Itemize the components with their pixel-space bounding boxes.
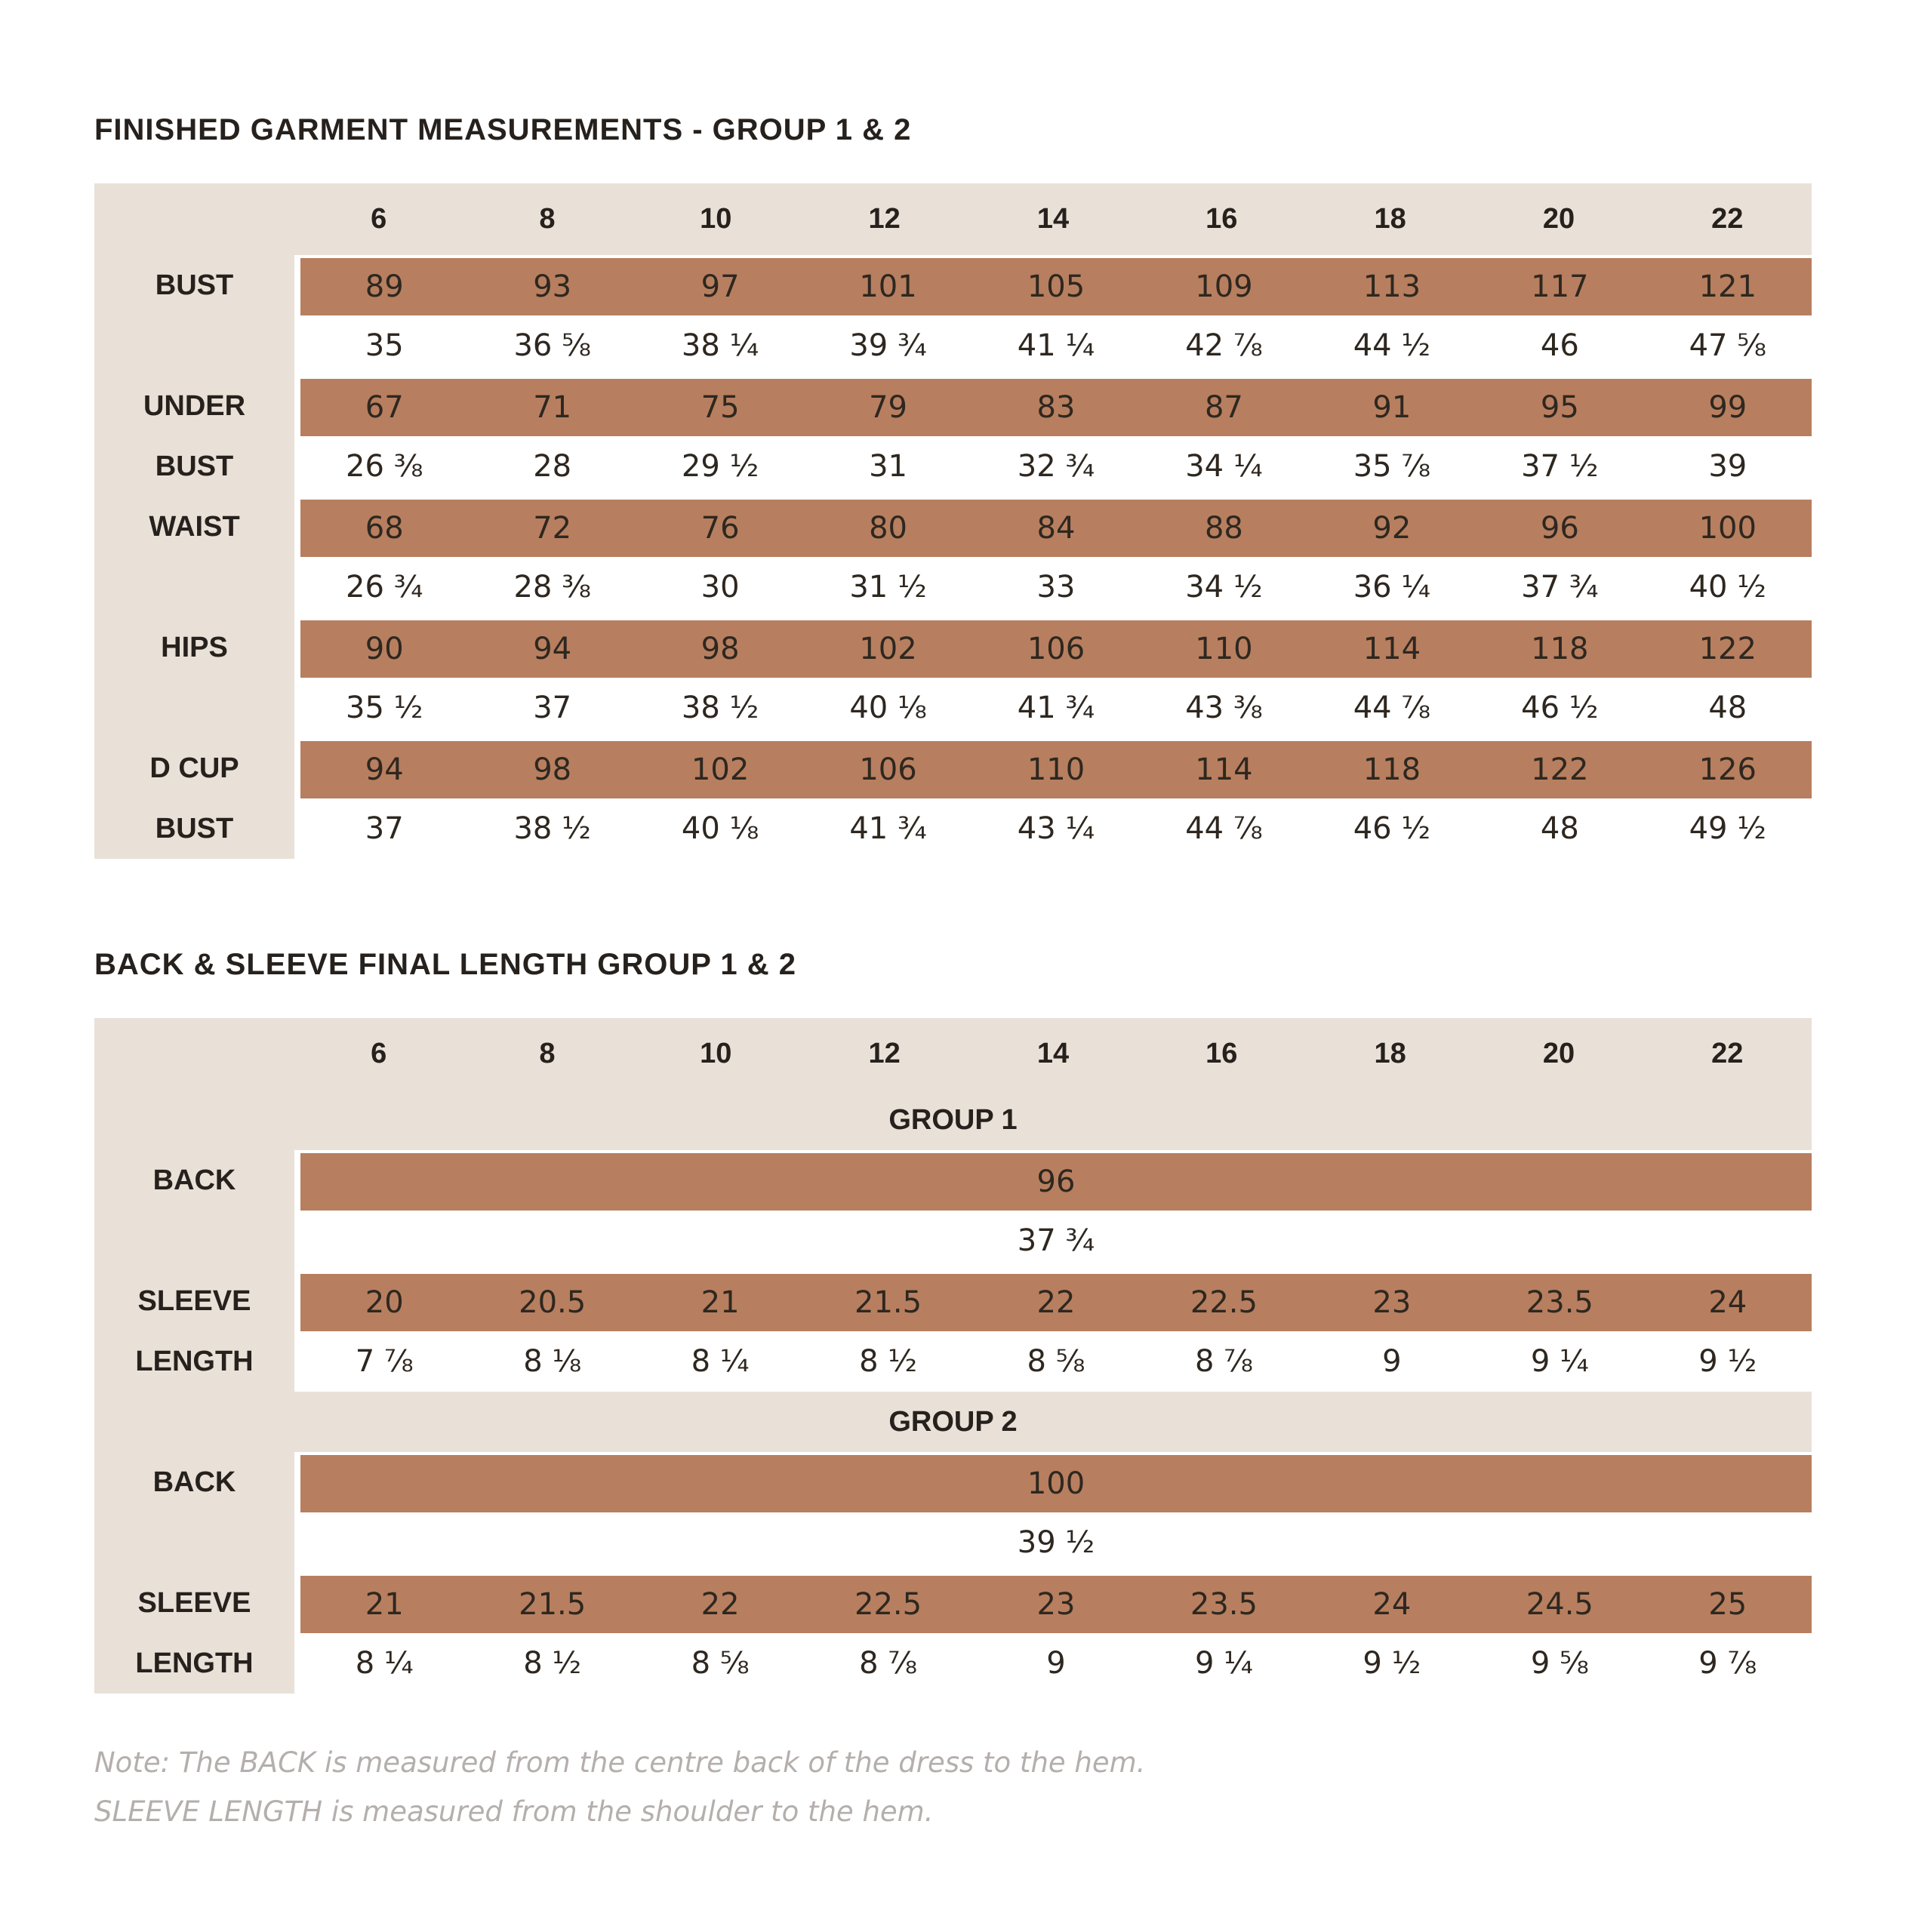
size-column-header: 22 <box>1711 1038 1744 1069</box>
inches-value-cell: 35 ½ <box>346 691 423 725</box>
table1-body <box>94 255 1812 859</box>
row-label <box>94 1211 294 1271</box>
row-label: UNDER <box>143 389 246 422</box>
inches-value-cell: 29 ½ <box>681 449 759 484</box>
cm-value-cell: 87 <box>1204 390 1243 425</box>
size-column-header: 10 <box>700 1038 732 1069</box>
row-values <box>294 1271 1812 1392</box>
inches-value-cell: 26 ¾ <box>346 570 423 605</box>
inches-value-cell: 31 ½ <box>849 570 927 605</box>
cm-values-band <box>294 738 1812 798</box>
size-column-header: 16 <box>1205 203 1238 235</box>
back-sleeve-final-length-table <box>94 1018 1812 1694</box>
sleeve-cm-value-cell: 24.5 <box>1526 1587 1593 1622</box>
cm-values-band <box>294 1452 1812 1512</box>
cm-value-cell: 75 <box>701 390 740 425</box>
inches-value-cell: 37 <box>365 811 404 846</box>
inches-value-cell: 35 <box>365 328 404 363</box>
inches-value-cell: 37 ½ <box>1521 449 1599 484</box>
sleeve-inches-value-cell: 8 ¼ <box>691 1344 750 1379</box>
row-label: WAIST <box>149 510 240 543</box>
row-label: SLEEVE <box>137 1284 251 1317</box>
inches-value-cell: 41 ¾ <box>849 811 927 846</box>
sleeve-inches-value-cell: 8 ½ <box>859 1344 918 1379</box>
sleeve-inches-value-cell: 9 ¼ <box>1530 1344 1589 1379</box>
sleeve-cm-value-cell: 23 <box>1372 1285 1412 1320</box>
sleeve-inches-value-cell: 9 <box>1046 1646 1066 1681</box>
note-line-1: Note: The BACK is measured from the centre back of the dress to the hem. <box>94 1746 1146 1779</box>
inches-values-band <box>294 1211 1812 1271</box>
measurement-row-group <box>94 1150 1812 1271</box>
note-line-2: SLEEVE LENGTH is measured from the shoulder to the hem. <box>94 1795 934 1828</box>
inches-value-cell: 39 ¾ <box>849 328 927 363</box>
cm-value-cell: 110 <box>1195 632 1253 666</box>
size-column-header: 20 <box>1542 1038 1575 1069</box>
cm-value-cell: 72 <box>533 511 572 546</box>
cm-value-cell: 67 <box>365 390 404 425</box>
sleeve-cm-value-cell: 23.5 <box>1526 1285 1593 1320</box>
inches-value-cell: 40 ⅛ <box>681 811 759 846</box>
cm-value-cell: 71 <box>533 390 572 425</box>
group-heading: GROUP 2 <box>94 1392 1812 1452</box>
size-column-header: 14 <box>1036 203 1070 235</box>
sleeve-cm-value-cell: 20 <box>365 1285 404 1320</box>
sleeve-cm-value-cell: 25 <box>1708 1587 1747 1622</box>
row-values <box>294 1452 1812 1573</box>
sleeve-inches-value-cell: 7 ⅞ <box>355 1344 414 1379</box>
cm-value-cell: 106 <box>859 752 917 787</box>
cm-value-cell: 113 <box>1363 269 1421 304</box>
sleeve-cm-value-cell: 23.5 <box>1190 1587 1258 1622</box>
row-label-cell <box>94 376 294 497</box>
cm-values-band <box>294 376 1812 436</box>
inches-value-cell: 39 <box>1708 449 1747 484</box>
cm-value-cell: 126 <box>1698 752 1757 787</box>
row-label: D CUP <box>149 752 239 784</box>
cm-value-cell: 90 <box>365 632 404 666</box>
cm-value-cell: 92 <box>1372 511 1412 546</box>
row-label-cell <box>94 617 294 738</box>
table2-body <box>94 1090 1812 1694</box>
sleeve-cm-value-cell: 21 <box>701 1285 740 1320</box>
cm-value-cell: 79 <box>869 390 907 425</box>
sleeve-inches-value-cell: 8 ⅝ <box>1027 1344 1085 1379</box>
cm-value-cell: 117 <box>1531 269 1589 304</box>
cm-value-cell: 84 <box>1036 511 1076 546</box>
row-label: BACK <box>152 1164 236 1196</box>
row-label-cell <box>94 738 294 859</box>
inches-value-cell: 34 ¼ <box>1185 449 1263 484</box>
inches-value-cell: 40 ⅛ <box>849 691 927 725</box>
sleeve-cm-value-cell: 21 <box>365 1587 404 1622</box>
sleeve-inches-value-cell: 9 ½ <box>1698 1344 1757 1379</box>
inches-value-cell: 31 <box>869 449 907 484</box>
cm-value-cell: 98 <box>533 752 572 787</box>
measurement-row-group <box>94 497 1812 617</box>
size-column-header: 20 <box>1542 203 1575 235</box>
cm-value-cell: 88 <box>1204 511 1243 546</box>
inches-value-cell: 38 ¼ <box>681 328 759 363</box>
measurement-note <box>94 1739 1812 1837</box>
cm-values-band <box>294 497 1812 557</box>
cm-value-cell: 83 <box>1036 390 1076 425</box>
back-sleeve-final-length-title: BACK & SLEEVE FINAL LENGTH GROUP 1 & 2 <box>94 948 796 981</box>
cm-value-cell: 80 <box>869 511 907 546</box>
sleeve-cm-value-cell: 21.5 <box>854 1285 922 1320</box>
row-label-cell <box>94 1452 294 1573</box>
table1-size-header-row <box>94 183 1812 255</box>
inches-value-cell: 49 ½ <box>1689 811 1766 846</box>
row-label: LENGTH <box>135 1345 254 1377</box>
inches-value-cell: 41 ¾ <box>1017 691 1095 725</box>
cm-values-band <box>294 1573 1812 1633</box>
sleeve-cm-value-cell: 20.5 <box>519 1285 587 1320</box>
size-column-header: 22 <box>1711 203 1744 235</box>
inches-value-cell: 30 <box>701 570 740 605</box>
measurement-row-group <box>94 1573 1812 1694</box>
cm-value-cell: 122 <box>1531 752 1589 787</box>
row-values <box>294 1573 1812 1694</box>
cm-values-band <box>294 255 1812 315</box>
size-column-header: 12 <box>868 1038 901 1069</box>
sleeve-inches-value-cell: 9 <box>1382 1344 1402 1379</box>
cm-value-cell: 76 <box>701 511 740 546</box>
measurement-row-group <box>94 255 1812 376</box>
inches-value-cell: 48 <box>1708 691 1747 725</box>
inches-value-cell: 38 ½ <box>681 691 759 725</box>
inches-value-cell: 47 ⅝ <box>1689 328 1766 363</box>
inches-values-band <box>294 1633 1812 1694</box>
cm-value-cell: 102 <box>859 632 917 666</box>
sleeve-cm-value-cell: 23 <box>1036 1587 1076 1622</box>
row-label-cell <box>94 497 294 617</box>
inches-value-cell: 28 ⅜ <box>513 570 591 605</box>
row-label-cell <box>94 255 294 376</box>
sleeve-inches-value-cell: 8 ⅛ <box>523 1344 582 1379</box>
cm-value-cell: 102 <box>691 752 750 787</box>
inches-values-band <box>294 557 1812 617</box>
inches-value-cell: 26 ⅜ <box>346 449 423 484</box>
cm-value-cell: 93 <box>533 269 572 304</box>
size-column-header: 18 <box>1374 1038 1406 1069</box>
cm-value-cell: 89 <box>365 269 404 304</box>
row-values <box>294 738 1812 859</box>
row-label-cell <box>94 1150 294 1271</box>
row-values <box>294 376 1812 497</box>
inches-values-band <box>294 798 1812 859</box>
inches-values-band <box>294 436 1812 497</box>
sleeve-inches-value-cell: 9 ⅝ <box>1530 1646 1589 1681</box>
cm-values-band <box>294 1150 1812 1211</box>
row-values <box>294 617 1812 738</box>
size-column-header: 6 <box>371 1038 387 1069</box>
table2-size-header-row <box>94 1018 1812 1090</box>
cm-value-cell: 109 <box>1195 269 1253 304</box>
size-column-header: 6 <box>371 203 387 235</box>
row-values <box>294 497 1812 617</box>
sleeve-cm-value-cell: 24 <box>1372 1587 1412 1622</box>
sleeve-inches-value-cell: 8 ¼ <box>355 1646 414 1681</box>
cm-value-cell: 94 <box>533 632 572 666</box>
inches-values-band <box>294 1331 1812 1392</box>
size-column-header: 14 <box>1036 1038 1070 1069</box>
inches-value-cell: 38 ½ <box>513 811 591 846</box>
cm-values-band <box>294 617 1812 678</box>
inches-values-band <box>294 678 1812 738</box>
finished-garment-measurements-table <box>94 183 1812 859</box>
row-label: BUST <box>155 269 234 301</box>
row-label: HIPS <box>161 631 228 663</box>
sleeve-cm-value-cell: 22 <box>701 1587 740 1622</box>
measurement-row-group <box>94 376 1812 497</box>
measurement-row-group <box>94 1452 1812 1573</box>
row-label: LENGTH <box>135 1647 254 1679</box>
inches-value-cell: 37 ¾ <box>1521 570 1599 605</box>
cm-value-cell: 114 <box>1195 752 1253 787</box>
back-inches-value: 37 ¾ <box>1017 1223 1095 1258</box>
sleeve-inches-value-cell: 8 ⅝ <box>691 1646 750 1681</box>
cm-value-cell: 99 <box>1708 390 1747 425</box>
cm-value-cell: 100 <box>1698 511 1757 546</box>
inches-value-cell: 32 ¾ <box>1017 449 1095 484</box>
inches-value-cell: 36 ¼ <box>1353 570 1431 605</box>
inches-values-band <box>294 1512 1812 1573</box>
sleeve-cm-value-cell: 24 <box>1708 1285 1747 1320</box>
sleeve-cm-value-cell: 22 <box>1036 1285 1076 1320</box>
inches-values-band <box>294 315 1812 376</box>
inches-value-cell: 44 ⅞ <box>1353 691 1431 725</box>
size-column-header: 8 <box>539 203 556 235</box>
sleeve-inches-value-cell: 9 ¼ <box>1194 1646 1253 1681</box>
inches-value-cell: 43 ⅜ <box>1185 691 1263 725</box>
measurement-row-group <box>94 738 1812 859</box>
row-label <box>94 315 294 376</box>
inches-value-cell: 46 <box>1540 328 1579 363</box>
row-label-cell <box>94 1271 294 1392</box>
size-column-header: 18 <box>1374 203 1406 235</box>
row-values <box>294 255 1812 376</box>
inches-value-cell: 44 ½ <box>1353 328 1431 363</box>
inches-value-cell: 46 ½ <box>1353 811 1431 846</box>
finished-garment-measurements-title: FINISHED GARMENT MEASUREMENTS - GROUP 1 & 2 <box>94 113 912 146</box>
row-label <box>94 678 294 738</box>
measurement-row-group <box>94 1271 1812 1392</box>
cm-value-cell: 96 <box>1540 511 1579 546</box>
sleeve-inches-value-cell: 8 ½ <box>523 1646 582 1681</box>
inches-value-cell: 48 <box>1540 811 1579 846</box>
sleeve-inches-value-cell: 9 ⅞ <box>1698 1646 1757 1681</box>
sleeve-inches-value-cell: 8 ⅞ <box>1194 1344 1253 1379</box>
sleeve-inches-value-cell: 9 ½ <box>1363 1646 1421 1681</box>
inches-value-cell: 42 ⅞ <box>1185 328 1263 363</box>
group-heading: GROUP 1 <box>94 1090 1812 1150</box>
inches-value-cell: 33 <box>1036 570 1076 605</box>
cm-value-cell: 121 <box>1698 269 1757 304</box>
row-label: SLEEVE <box>137 1586 251 1619</box>
row-label <box>94 1512 294 1573</box>
inches-value-cell: 44 ⅞ <box>1185 811 1263 846</box>
cm-value-cell: 110 <box>1027 752 1085 787</box>
inches-value-cell: 36 ⅝ <box>513 328 591 363</box>
size-column-header: 12 <box>868 203 901 235</box>
inches-value-cell: 46 ½ <box>1521 691 1599 725</box>
inches-value-cell: 28 <box>533 449 572 484</box>
size-column-header: 16 <box>1205 1038 1238 1069</box>
cm-value-cell: 98 <box>701 632 740 666</box>
row-label: BUST <box>155 812 234 844</box>
inches-value-cell: 43 ¼ <box>1017 811 1095 846</box>
cm-value-cell: 97 <box>701 269 740 304</box>
back-cm-value: 96 <box>1036 1164 1076 1199</box>
cm-value-cell: 95 <box>1540 390 1579 425</box>
size-column-header: 10 <box>700 203 732 235</box>
row-label: BUST <box>155 450 234 482</box>
cm-value-cell: 122 <box>1698 632 1757 666</box>
cm-value-cell: 94 <box>365 752 404 787</box>
row-label-cell <box>94 1573 294 1694</box>
row-label <box>94 557 294 617</box>
cm-value-cell: 118 <box>1363 752 1421 787</box>
cm-value-cell: 106 <box>1027 632 1085 666</box>
sleeve-cm-value-cell: 21.5 <box>519 1587 587 1622</box>
sleeve-inches-value-cell: 8 ⅞ <box>859 1646 918 1681</box>
measurement-row-group <box>94 617 1812 738</box>
inches-value-cell: 34 ½ <box>1185 570 1263 605</box>
back-inches-value: 39 ½ <box>1017 1525 1095 1560</box>
sleeve-cm-value-cell: 22.5 <box>854 1587 922 1622</box>
cm-values-band <box>294 1271 1812 1331</box>
cm-value-cell: 118 <box>1531 632 1589 666</box>
inches-value-cell: 40 ½ <box>1689 570 1766 605</box>
inches-value-cell: 37 <box>533 691 572 725</box>
cm-value-cell: 91 <box>1372 390 1412 425</box>
row-label: BACK <box>152 1466 236 1498</box>
inches-value-cell: 41 ¼ <box>1017 328 1095 363</box>
back-cm-value: 100 <box>1027 1466 1085 1501</box>
cm-value-cell: 68 <box>365 511 404 546</box>
cm-value-cell: 105 <box>1027 269 1085 304</box>
inches-value-cell: 35 ⅞ <box>1353 449 1431 484</box>
cm-value-cell: 101 <box>859 269 917 304</box>
size-column-header: 8 <box>539 1038 556 1069</box>
cm-value-cell: 114 <box>1363 632 1421 666</box>
row-values <box>294 1150 1812 1271</box>
sleeve-cm-value-cell: 22.5 <box>1190 1285 1258 1320</box>
